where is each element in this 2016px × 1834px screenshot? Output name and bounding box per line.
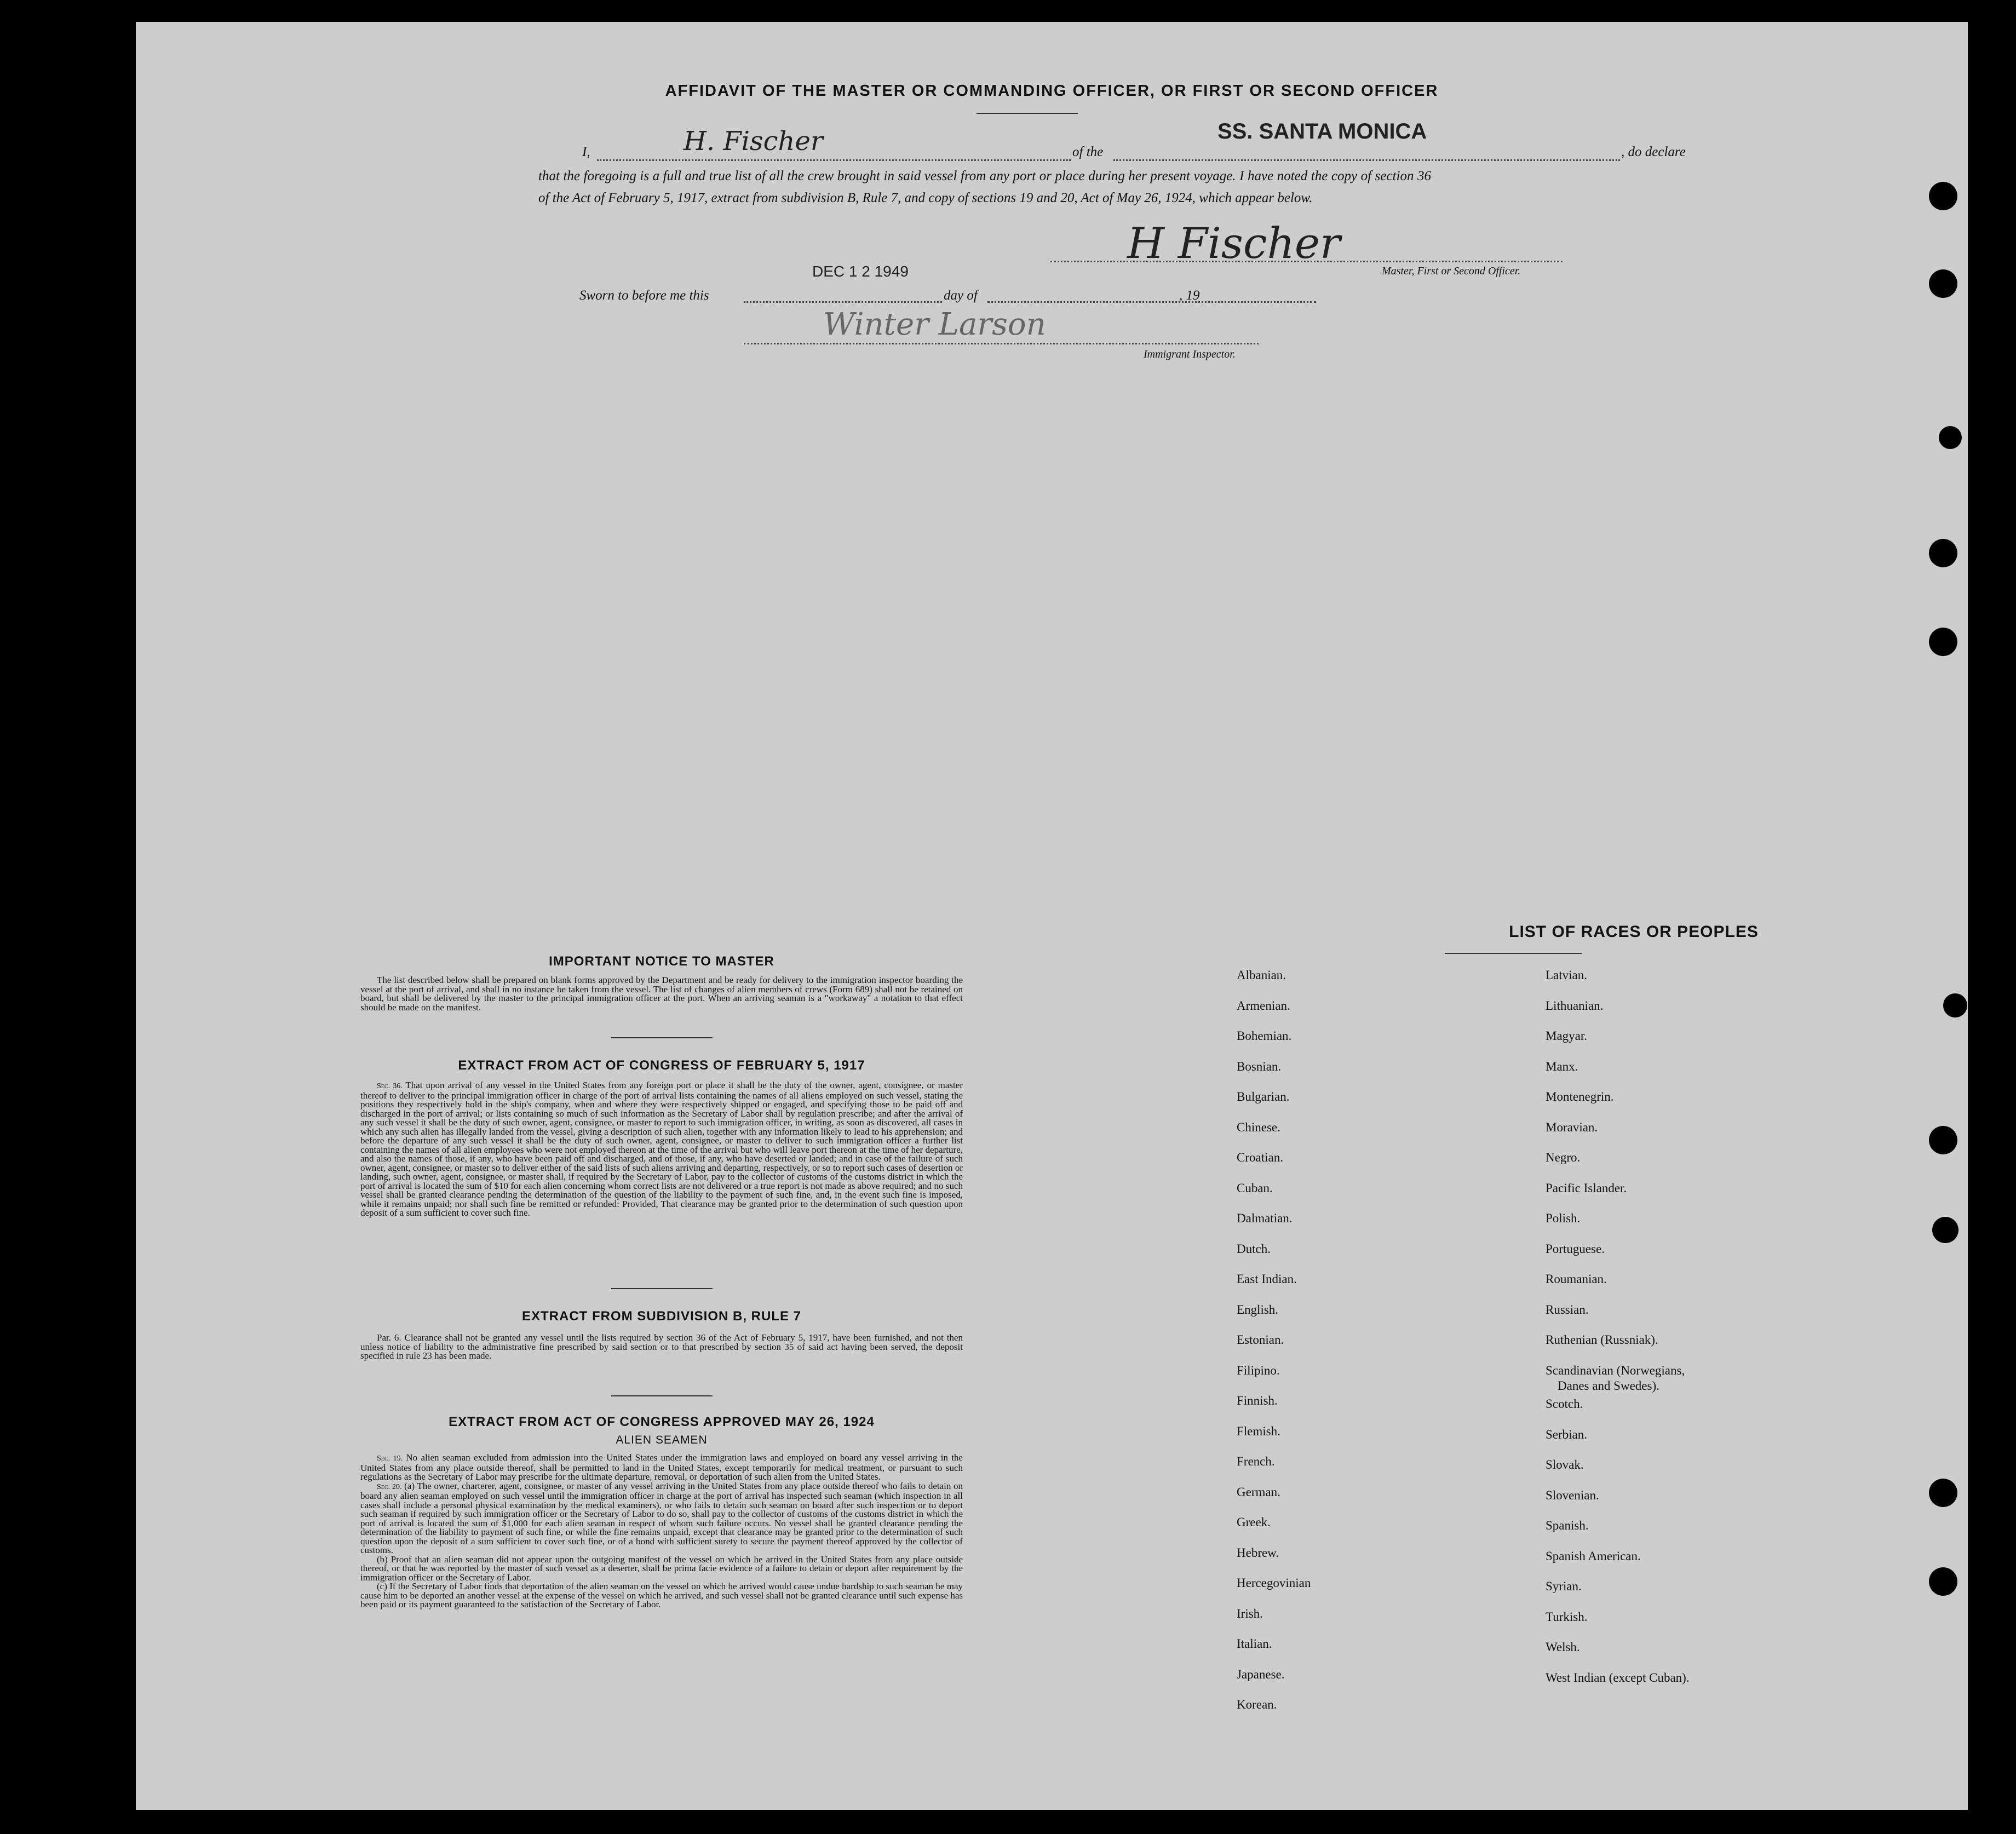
race-item: Pacific Islander.	[1546, 1181, 1627, 1195]
title-divider	[977, 113, 1078, 114]
extract-rule7-title: EXTRACT FROM SUBDIVISION B, RULE 7	[521, 1309, 802, 1324]
race-item: English.	[1237, 1302, 1279, 1316]
race-item: Welsh.	[1546, 1640, 1580, 1654]
name-line	[597, 159, 1071, 161]
race-item: Japanese.	[1237, 1667, 1285, 1681]
race-item: French.	[1237, 1454, 1275, 1468]
do-declare-label: , do declare	[1621, 145, 1686, 159]
sec-20-label: Sec. 20.	[377, 1482, 402, 1491]
race-item: Serbian.	[1546, 1427, 1588, 1441]
notice-text	[360, 976, 963, 1012]
race-item: Danes and Swedes).	[1558, 1378, 1659, 1393]
race-item: Portuguese.	[1546, 1241, 1605, 1256]
extract-1917-title: EXTRACT FROM ACT OF CONGRESS OF FEBRUARY 5, 1917	[458, 1058, 865, 1073]
race-item: Bulgarian.	[1237, 1090, 1290, 1103]
master-name: H. Fischer	[684, 126, 823, 157]
race-item: Chinese.	[1237, 1120, 1280, 1134]
master-label: Master, First or Second Officer.	[1382, 265, 1521, 277]
sworn-date-line	[744, 301, 942, 303]
extract-1917-text	[360, 1081, 963, 1218]
binder-hole	[1929, 1479, 1957, 1507]
race-item: Irish.	[1237, 1606, 1263, 1620]
par-6-paragraph: Par. 6. Clearance shall not be granted any vessel until the lists required by section 36 of the Act of February 5, 1917, have been furnished, and not then unless notice of liability to the administrative fine prescribed by said section or to that prescribed by section 35 of said act having been served, the deposit specified in rule 23 has been made.	[360, 1332, 963, 1361]
race-item: East Indian.	[1237, 1272, 1297, 1286]
race-item: Slovenian.	[1546, 1488, 1599, 1502]
race-item: Albanian.	[1237, 968, 1286, 982]
race-item: Scotch.	[1546, 1397, 1583, 1411]
binder-hole	[1929, 182, 1957, 210]
binder-hole	[1939, 426, 1962, 449]
race-item: West Indian (except Cuban).	[1546, 1670, 1690, 1684]
races-title: LIST OF RACES OR PEOPLES	[1509, 923, 1759, 941]
race-item: Greek.	[1237, 1515, 1271, 1529]
sec-36-label: Sec. 36.	[377, 1082, 403, 1090]
sec-20c-paragraph: (c) If the Secretary of Labor finds that deportation of the alien seaman on the vessel on which he arrived would cause undue hardship to such seaman he may cause him to be deported an another vessel at the expense of the vessel on which he arrived, and such vessel shall not be granted clearance until such expense has been paid or its payment guaranteed to the satisfaction of the Secretary of Labor.	[360, 1581, 963, 1609]
race-item: Estonian.	[1237, 1333, 1284, 1347]
race-item: Hercegovinian	[1237, 1576, 1311, 1590]
vessel-line	[1113, 159, 1620, 161]
race-item: Magyar.	[1546, 1029, 1588, 1043]
sec-19-text: No alien seaman excluded from admission into the United States under the immigration laws and employed on board any vessel arriving in the United States from any place outside thereof, shall be permitted to land in the United States, except temporarily for medical treatment, or pursuant to such regulations as the Secretary of Labor may prescribe for the ultimate departure, removal, or deportation of such alien from the United States.	[360, 1452, 963, 1482]
race-item: Scandinavian (Norwegians,	[1546, 1363, 1685, 1377]
race-item: Polish.	[1546, 1211, 1581, 1225]
binder-hole	[1929, 539, 1957, 567]
notice-title: IMPORTANT NOTICE TO MASTER	[549, 954, 774, 969]
sec-36-paragraph	[360, 1081, 963, 1218]
race-item: Dalmatian.	[1237, 1211, 1293, 1225]
binder-hole	[1929, 1126, 1957, 1154]
binder-hole	[1943, 993, 1967, 1017]
race-item: Dutch.	[1237, 1241, 1271, 1256]
race-item: Croatian.	[1237, 1151, 1283, 1164]
race-item: Finnish.	[1237, 1394, 1278, 1407]
master-signature: H Fischer	[1127, 219, 1341, 268]
inspector-label: Immigrant Inspector.	[1144, 348, 1236, 360]
day-of-label: day of	[944, 288, 978, 303]
notice-paragraph: The list described below shall be prepared on blank forms approved by the Department and be ready for delivery to the immigration inspector boarding the vessel at the port of arrival, and shall in no instance be taken from the vessel. The list of changes of alien members of crews (Form 689) shall not be retained on board, but shall be delivered by the master to the principal immigration officer at the port. When an arriving seaman is a "workaway" a notation to that effect should be made on the manifest.	[360, 975, 963, 1013]
race-item: Korean.	[1237, 1698, 1277, 1711]
race-item: Latvian.	[1546, 968, 1587, 982]
extract-rule7-text	[360, 1333, 963, 1361]
race-item: Syrian.	[1546, 1579, 1582, 1593]
extract-1924-title: EXTRACT FROM ACT OF CONGRESS APPROVED MAY 26, 1924	[449, 1415, 875, 1429]
affidavit-title: AFFIDAVIT OF THE MASTER OR COMMANDING OFFICER, OR FIRST OR SECOND OFFICER	[665, 82, 1439, 100]
race-item: Lithuanian.	[1546, 998, 1604, 1013]
document-page	[136, 22, 1968, 1810]
race-item: Cuban.	[1237, 1181, 1273, 1195]
race-item: Roumanian.	[1546, 1272, 1607, 1286]
binder-hole	[1929, 1567, 1957, 1596]
race-item: Manx.	[1546, 1059, 1578, 1073]
sec-36-text: That upon arrival of any vessel in the United States from any foreign port or place it shall be the duty of the owner, agent, consignee, or master thereof to deliver to the principal immigration officer in charge of the port of arrival lists containing the names of all aliens employed on such vessel, stating the positions they respectively hold in the ship's company, when and where they were respectively shipped or engaged, and specifying those to be paid off and discharged in the port of arrival; or lists containing so much of such information as the Secretary of Labor shall by regulation prescribe; and after the arrival of any such vessel it shall be the duty of such owner, agent, consignee, or master to report to such immigration officer, in writing, as soon as discovered, all cases in which any such alien has illegally landed from the vessel, giving a description of such alien, together with any information likely to lead to his apprehension; and before the departure of any such vessel it shall be the duty of such owner, agent, consignee, or master to deliver to such immigration officer a further list containing the names of all alien employees who were not employed thereon at the time of the arrival but who will leave port thereon at the time of her departure, and also the names of those, if any, who have been paid off and discharged, and of those, if any, who have deserted or landed; and in case of the failure of such owner, agent, consignee, or master so to deliver either of the said lists of such aliens arriving and departing, respectively, or so to report such cases of desertion or landing, such owner, agent, consignee, or master shall, if required by the Secretary of Labor, pay to the collector of customs of the customs district in which the port of arrival is located the sum of $10 for each alien concerning whom correct lists are not delivered or a true report is not made as above required; and no such vessel shall be granted clearance pending the determination of the question of the liability to the payment of such fine, and, in the event such fine is imposed, while it remains unpaid; nor shall such fine be remitted or refunded: Provided, That clearance may be granted prior to the determination of such question upon deposit of a sum sufficient to cover such fine.	[360, 1080, 963, 1218]
sec-19-label: Sec. 19.	[377, 1454, 403, 1463]
race-item: Negro.	[1546, 1151, 1581, 1164]
race-item: Turkish.	[1546, 1609, 1588, 1624]
alien-seamen-subtitle: ALIEN SEAMEN	[616, 1434, 708, 1446]
extract-1924-text	[360, 1453, 963, 1609]
race-item: Filipino.	[1237, 1363, 1280, 1377]
race-item: Spanish.	[1546, 1519, 1589, 1532]
day-of-line	[987, 301, 1316, 303]
races-divider	[1445, 953, 1582, 954]
extract-1917-divider	[611, 1288, 713, 1289]
race-item: Bosnian.	[1237, 1059, 1282, 1073]
binder-hole	[1929, 269, 1957, 298]
declaration-text: that the foregoing is a full and true list of all the crew brought in said vessel from any port or place during her present voyage. I have noted the copy of section 36 of the Act of February 5, 1917, extract from subdivision B, Rule 7, and copy of sections 19 and 20, Act of May 26, 1924, which appear below.	[538, 169, 1431, 205]
race-item: Moravian.	[1546, 1120, 1598, 1134]
sworn-label: Sworn to before me this	[579, 288, 709, 303]
binder-hole	[1932, 1217, 1958, 1243]
race-item: Ruthenian (Russniak).	[1546, 1333, 1658, 1347]
race-item: Flemish.	[1237, 1424, 1280, 1438]
race-item: Hebrew.	[1237, 1545, 1279, 1560]
inspector-signature: Winter Larson	[823, 307, 1046, 342]
extract-rule7-divider	[611, 1395, 713, 1396]
binder-hole	[1929, 628, 1957, 656]
race-item: Armenian.	[1237, 998, 1290, 1013]
sec-20b-paragraph: (b) Proof that an alien seaman did not appear upon the outgoing manifest of the vessel on which he arrived in the United States from any place outside thereof, or that he was reported by the master of such vessel as a deserter, shall be prima facie evidence of a failure to detain or deport after requirement by the immigration officer or the Secretary of Labor.	[360, 1554, 963, 1583]
vessel-name: SS. SANTA MONICA	[1217, 119, 1427, 143]
race-item: Montenegrin.	[1546, 1090, 1614, 1103]
notice-divider	[611, 1037, 713, 1038]
race-item: Spanish American.	[1546, 1549, 1641, 1563]
race-item: Slovak.	[1546, 1458, 1584, 1471]
year-prefix: , 19	[1179, 288, 1200, 303]
of-the-label: of the	[1072, 145, 1104, 159]
sec-19-paragraph	[360, 1453, 963, 1482]
sec-20a-paragraph	[360, 1482, 963, 1555]
race-item: Russian.	[1546, 1302, 1589, 1316]
race-item: Bohemian.	[1237, 1029, 1292, 1043]
sworn-date-stamp: DEC 1 2 1949	[812, 263, 909, 280]
inspector-signature-line	[744, 343, 1259, 344]
race-item: Italian.	[1237, 1637, 1272, 1651]
i-label: I,	[582, 145, 590, 159]
sec-20a-text: (a) The owner, charterer, agent, consignee, or master of any vessel arriving in the United States from any place outside thereof who fails to detain on board any alien seaman employed on such vessel until the immigration officer in charge at the port of arrival has inspected such seaman (which inspection in all cases shall include a personal physical examination by the medical examiners), or who fails to detain such seaman on board after such inspection or to deport such seaman if required by such immigration officer or the Secretary of Labor to do so, shall pay to the collector of customs of the customs district in which the port of arrival is located the sum of $1,000 for each alien seaman in respect of whom such failure occurs. No vessel shall be granted clearance pending the determination of the liability to payment of such fine, or while the fine remains unpaid, except that clearance may be granted prior to the determination of such question upon the deposit of a sum sufficient to cover such fine, or of a bond with sufficient surety to secure the payment thereof approved by the collector of customs.	[360, 1480, 963, 1555]
race-item: German.	[1237, 1485, 1280, 1499]
